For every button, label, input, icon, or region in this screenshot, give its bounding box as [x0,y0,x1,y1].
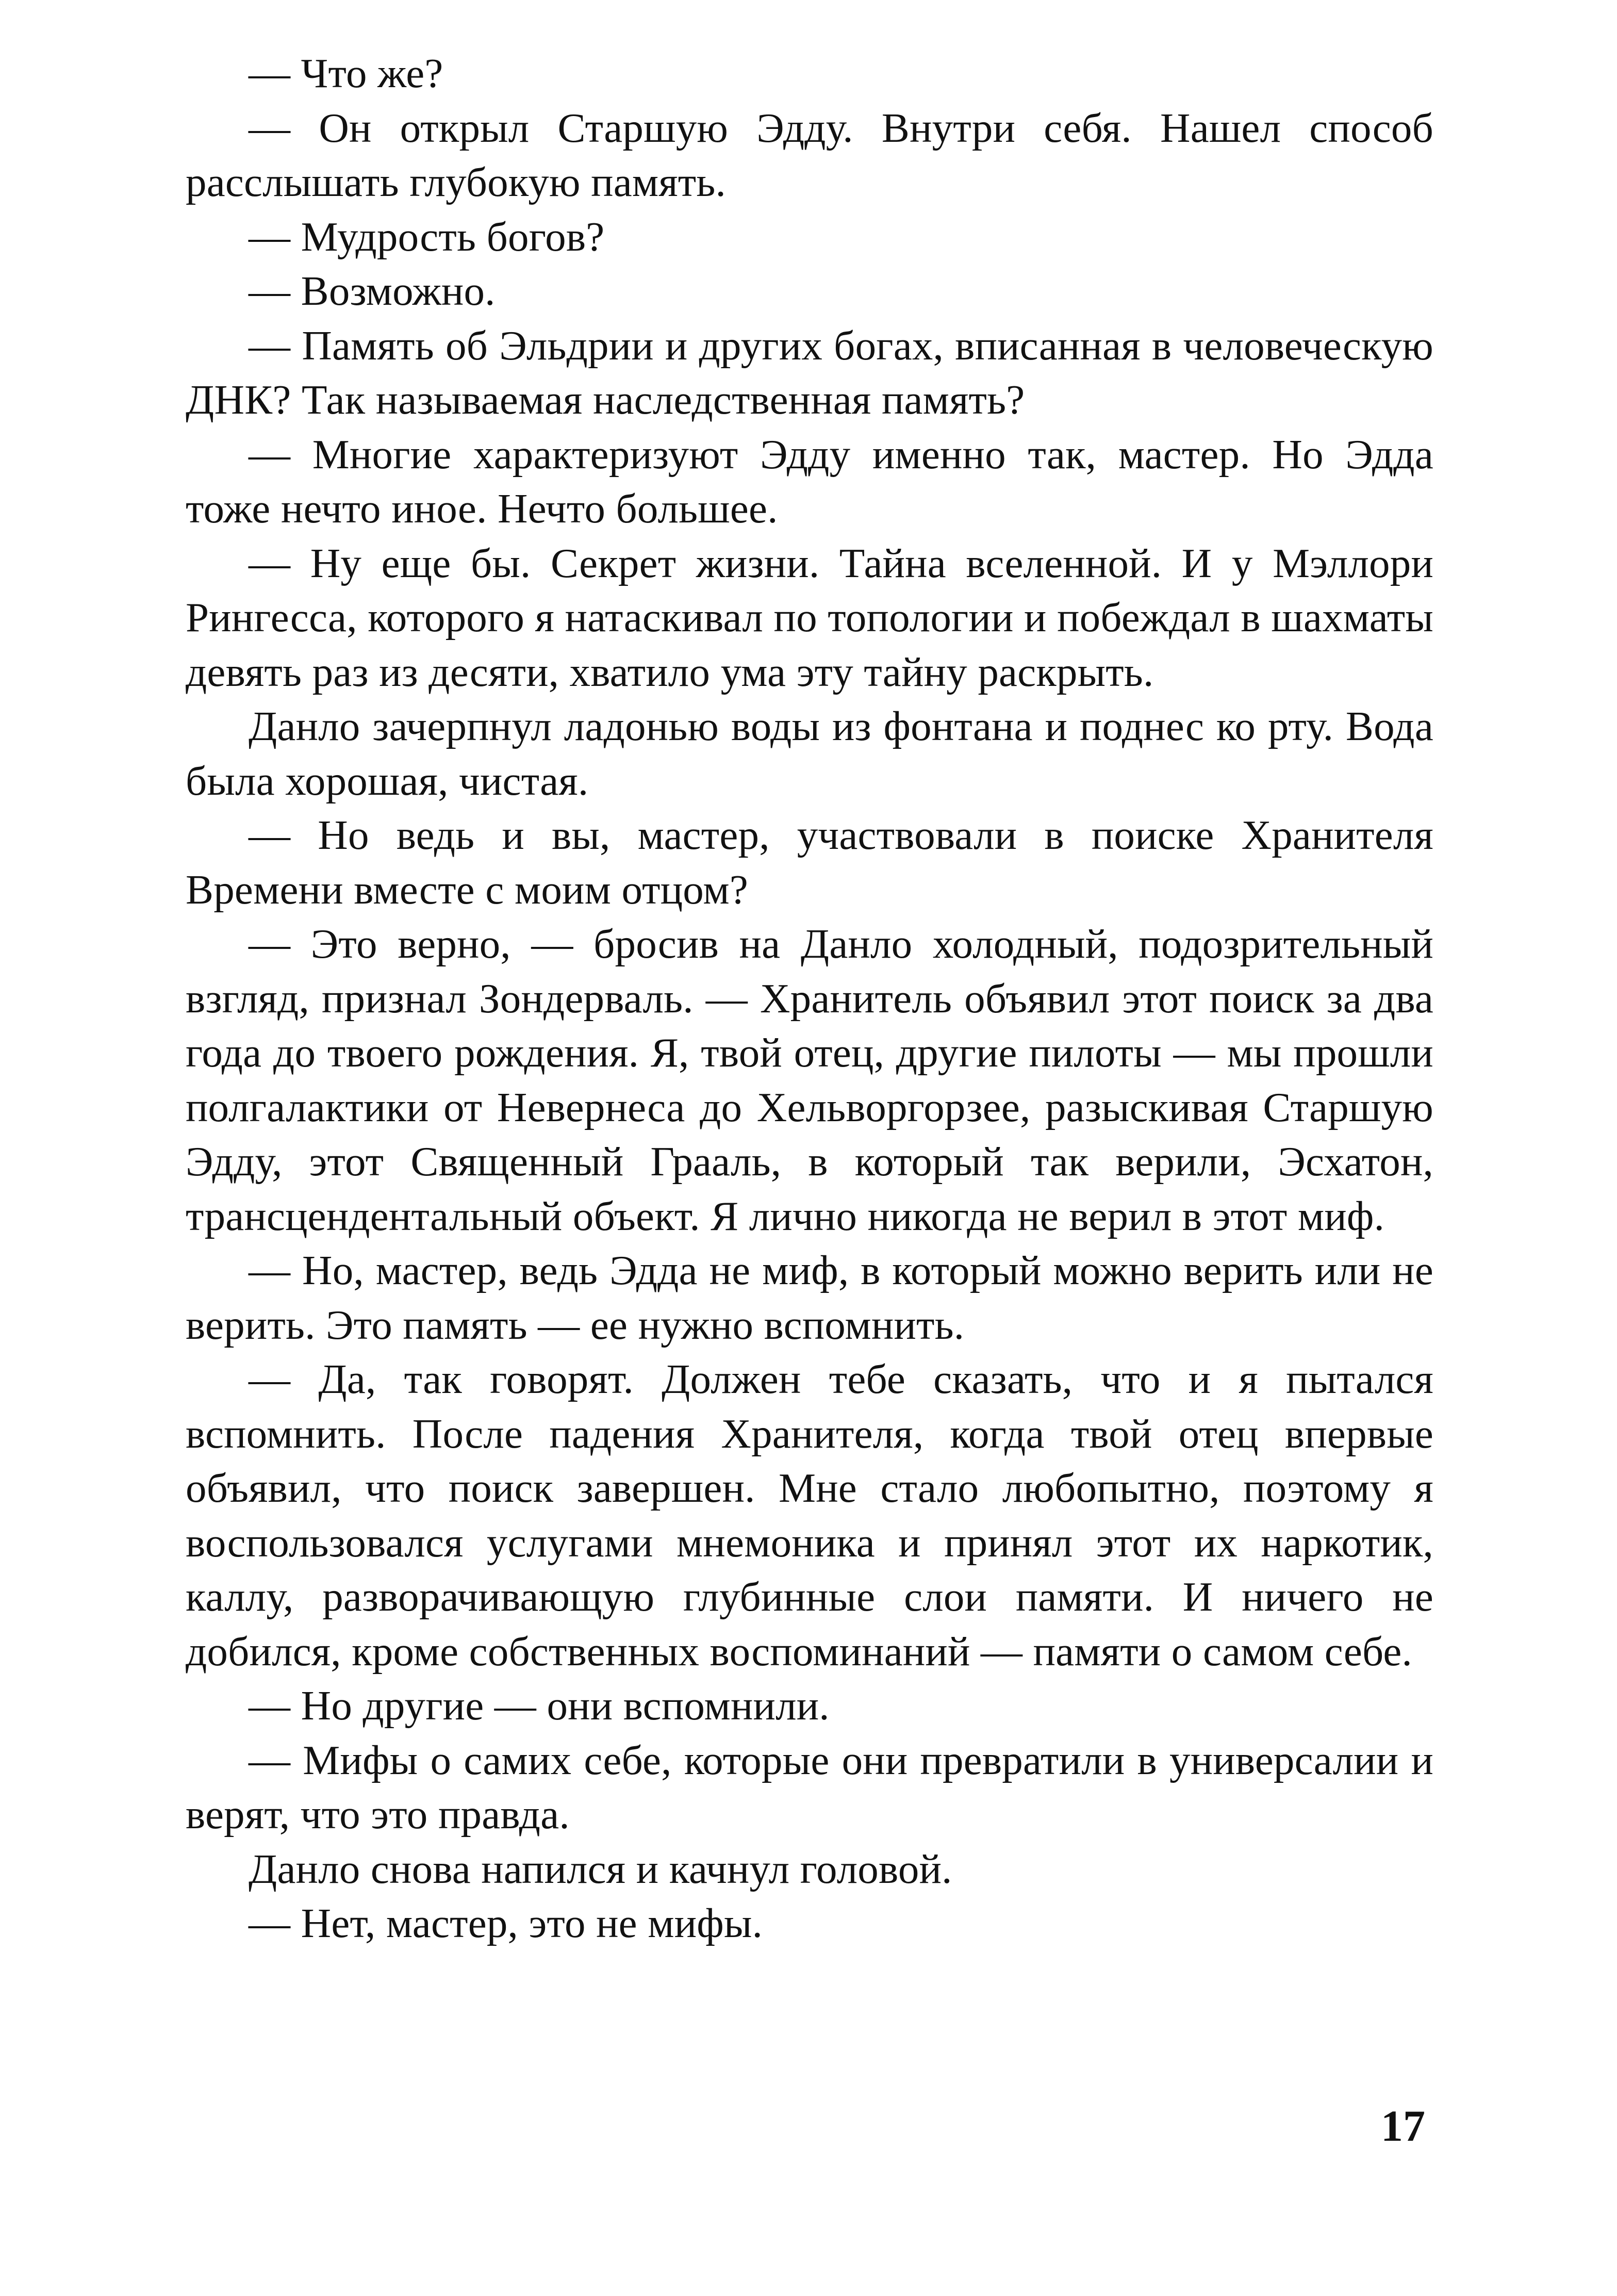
paragraph: — Он открыл Старшую Эдду. Внутри себя. Нашел способ расслышать глубокую память. [186,104,1433,205]
paragraph: — Но ведь и вы, мастер, участвовали в поиске Хранителя Времени вместе с моим отцом? [186,812,1433,913]
page-number: 17 [1381,2101,1425,2151]
paragraph: — Многие характеризуют Эдду именно так, мастер. Но Эдда тоже нечто иное. Нечто большее. [186,431,1433,532]
paragraph: — Это верно, — бросив на Данло холодный, подозрительный взгляд, признал Зондерваль. — Хранитель объявил этот поиск за два года до твоего рождения. Я, твой отец, другие пилоты — мы прошли полгалактики от Невернеса до Хельворгорзее, разыскивая Старшую Эдду, этот Священный Грааль, в который так верили, Эсхатон, трансцендентальный объект. Я лично никогда не верил в этот миф. [186,921,1433,1239]
paragraph: Данло снова напился и качнул головой. [249,1845,952,1892]
paragraph: — Возможно. [249,268,496,314]
paragraph: — Нет, мастер, это не мифы. [249,1900,763,1946]
paragraph: — Да, так говорят. Должен тебе сказать, что и я пытался вспомнить. После падения Хранителя, когда твой отец впервые объявил, что поиск завершен. Мне стало любопытно, поэтому я воспользовался услугами мнемоника и принял этот их наркотик, каллу, разворачивающую глубинные слои памяти. И ничего не добился, кроме собственных воспоминаний — памяти о самом себе. [186,1356,1433,1675]
paragraph: — Память об Эльдрии и других богах, вписанная в человеческую ДНК? Так называемая наследственная память? [186,322,1433,423]
paragraph: Данло зачерпнул ладонью воды из фонтана и поднес ко рту. Вода была хорошая, чистая. [186,703,1433,804]
page-body [186,46,1433,1951]
paragraph: — Ну еще бы. Секрет жизни. Тайна вселенной. И у Мэллори Рингесса, которого я натаскивал по топологии и побеждал в шахматы девять раз из десяти, хватило ума эту тайну раскрыть. [186,539,1433,695]
paragraph: — Но, мастер, ведь Эдда не миф, в который можно верить или не верить. Это память — ее нужно вспомнить. [186,1247,1433,1348]
paragraph: — Мудрость богов? [249,213,605,260]
paragraph: — Но другие — они вспомнили. [249,1682,830,1729]
paragraph: — Что же? [249,50,443,96]
paragraph: — Мифы о самих себе, которые они превратили в универсалии и верят, что это правда. [186,1736,1433,1838]
